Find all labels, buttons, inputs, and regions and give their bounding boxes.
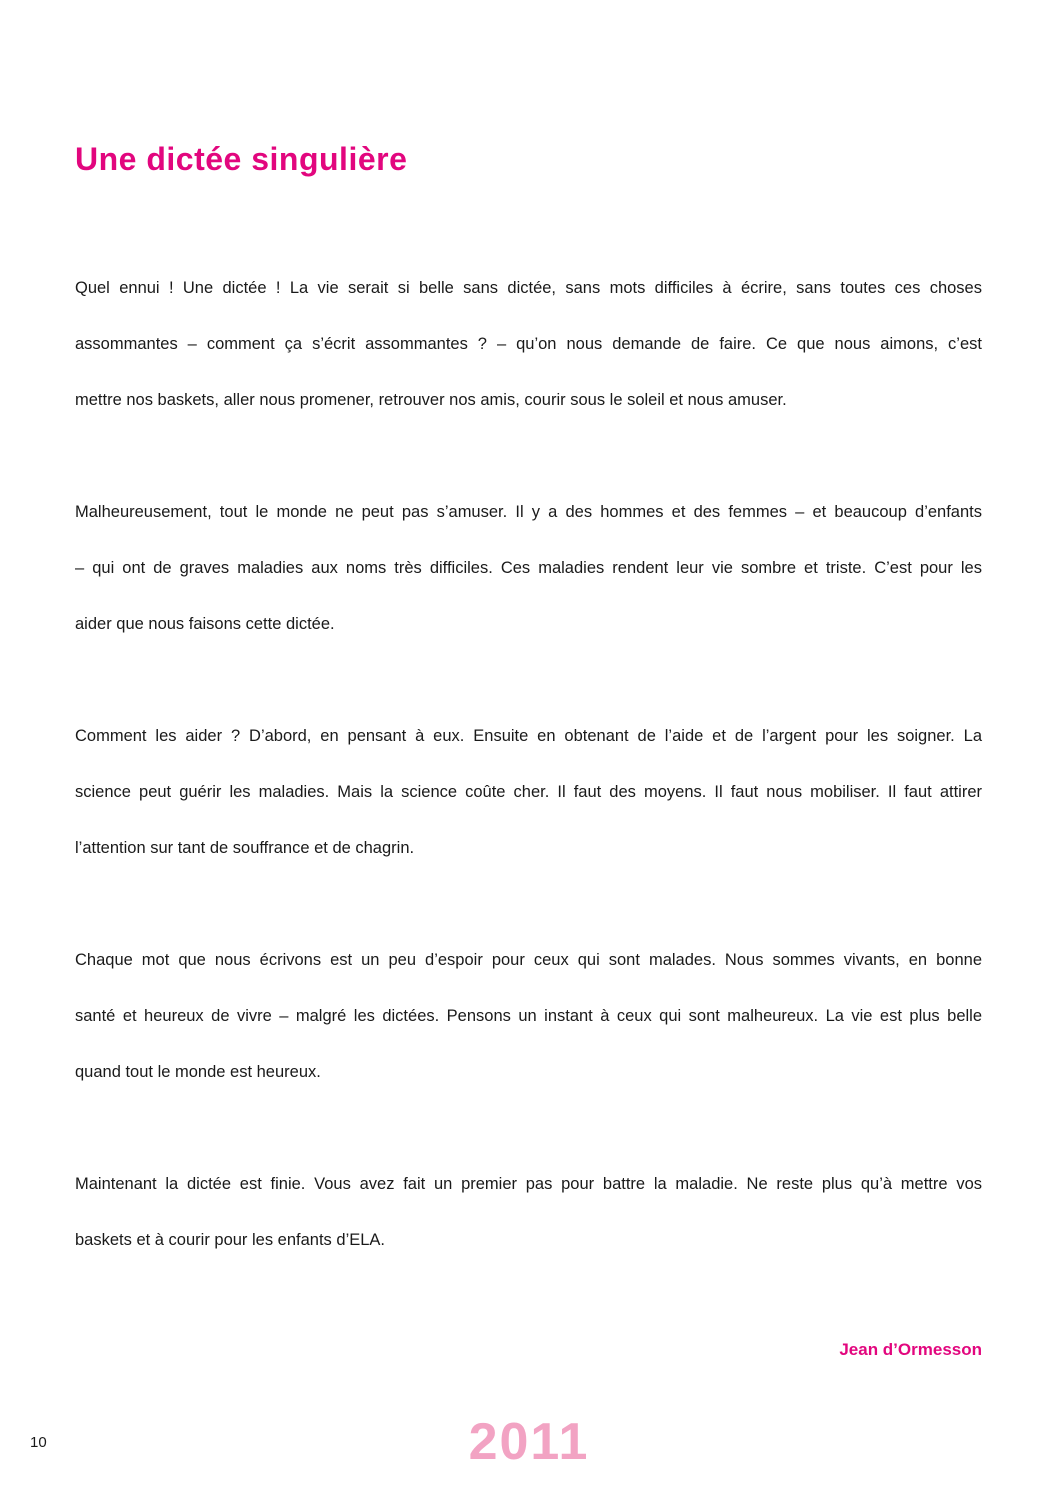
text-line: science peut guérir les maladies. Mais la science coûte cher. Il faut des moyens. Il faut nous mobiliser. Il faut attirer — [75, 783, 982, 801]
text-line: aider que nous faisons cette dictée. — [75, 615, 335, 633]
text-line: l’attention sur tant de souffrance et de chagrin. — [75, 839, 415, 857]
page-title: Une dictée singulière — [75, 141, 408, 177]
text-line: quand tout le monde est heureux. — [75, 1063, 321, 1081]
page-number: 10 — [30, 1434, 47, 1451]
text-line: santé et heureux de vivre – malgré les dictées. Pensons un instant à ceux qui sont malheureux. La vie est plus belle — [75, 1007, 982, 1025]
author-signature: Jean d’Ormesson — [839, 1340, 982, 1359]
dictation-text — [75, 260, 982, 1324]
paragraph — [75, 260, 982, 428]
text-line: Maintenant la dictée est finie. Vous avez fait un premier pas pour battre la maladie. Ne reste plus qu’à mettre vos — [75, 1175, 982, 1193]
text-line: Chaque mot que nous écrivons est un peu d’espoir pour ceux qui sont malades. Nous sommes vivants, en bonne — [75, 951, 982, 969]
text-line: Malheureusement, tout le monde ne peut pas s’amuser. Il y a des hommes et des femmes – et beaucoup d’enfants — [75, 503, 982, 521]
paragraph — [75, 932, 982, 1100]
paragraph — [75, 484, 982, 652]
paragraph — [75, 708, 982, 876]
text-line: assommantes – comment ça s’écrit assommantes ? – qu’on nous demande de faire. Ce que nous aimons, c’est — [75, 335, 982, 353]
paragraph — [75, 1156, 982, 1268]
text-line: mettre nos baskets, aller nous promener, retrouver nos amis, courir sous le soleil et nous amuser. — [75, 391, 787, 409]
text-line: – qui ont de graves maladies aux noms très difficiles. Ces maladies rendent leur vie sombre et triste. C’est pour les — [75, 559, 982, 577]
text-line: Quel ennui ! Une dictée ! La vie serait si belle sans dictée, sans mots difficiles à écrire, sans toutes ces choses — [75, 279, 982, 297]
text-line: baskets et à courir pour les enfants d’ELA. — [75, 1231, 386, 1249]
footer-year: 2011 — [468, 1413, 590, 1471]
text-line: Comment les aider ? D’abord, en pensant à eux. Ensuite en obtenant de l’aide et de l’argent pour les soigner. La — [75, 727, 982, 745]
